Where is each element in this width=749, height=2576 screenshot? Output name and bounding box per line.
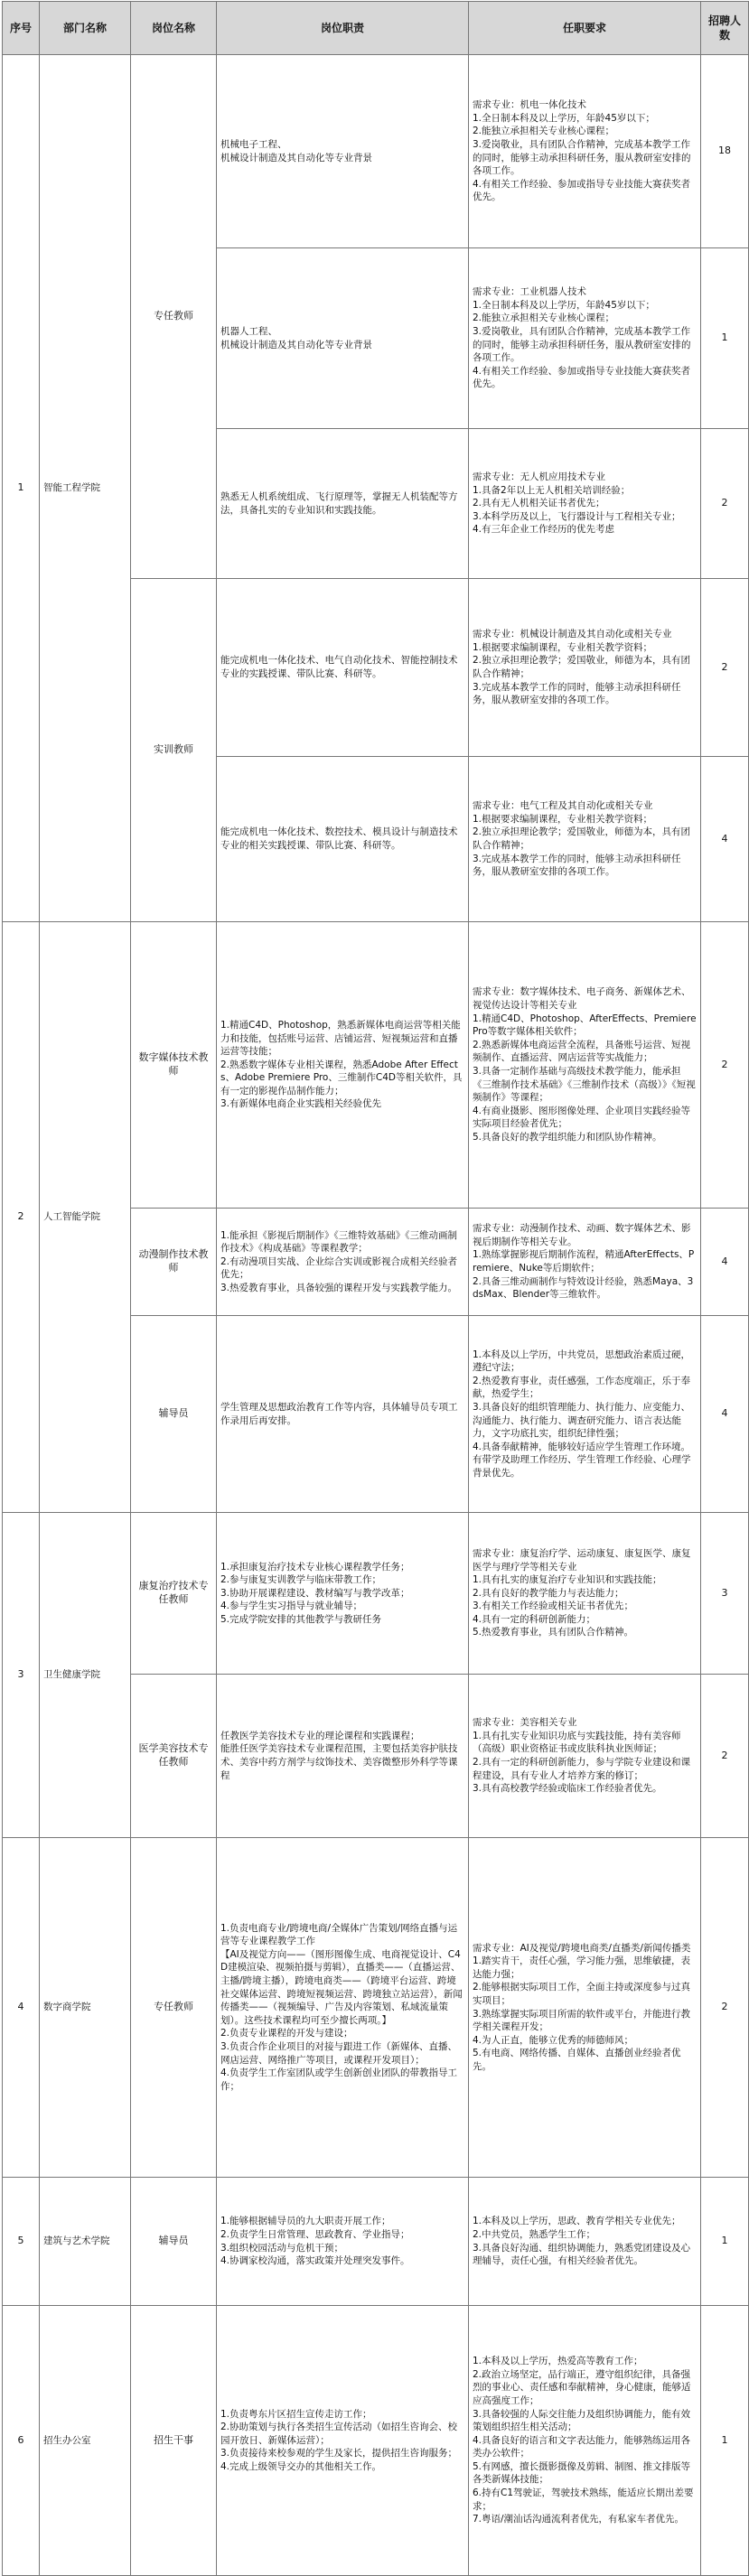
dept-seq: 3 [3, 1513, 40, 1838]
headcount-cell: 4 [701, 1209, 749, 1316]
header-dept: 部门名称 [40, 2, 131, 55]
req-cell: 需求专业：数字媒体技术、电子商务、新媒体艺术、视觉传达设计等相关专业 1.精通C4D、Photoshop、AfterEffects、PremierePro等数字媒体相关软件； 2.熟悉新媒体电商运营全流程，具备账号运营、短视频制作、直播运营、网店运营等实战能力； 3.具备一定制作基础与高级技术教学能力，能承担《三维制作技术基础》《三维制作技术（高级）》《短视频制作》等课程； 4.有商业摄影、图形图像处理、企业项目实践经验等实际项目经验者优先； 5.具备良好的教学组织能力和团队协作精神。 [469, 922, 701, 1209]
dept-seq: 1 [3, 55, 40, 922]
req-cell: 需求专业：动漫制作技术、动画、数字媒体艺术、影视后期制作等相关专业。 1.熟练掌握影视后期制作流程，精通AfterEffects、Premiere、Nuke等后期软件； 2.具备三维动画制作与特效设计经验，熟悉Maya、3dsMax、Blender等三维软件。 [469, 1209, 701, 1316]
table-row [3, 1513, 749, 1675]
req-cell: 1.本科及以上学历，思政、教育学相关专业优先； 2.中共党员，熟悉学生工作； 3.具备良好沟通、组织协调能力，熟悉党团建设及心理辅导，责任心强，有相关经验者优先。 [469, 2178, 701, 2306]
header-req: 任职要求 [469, 2, 701, 55]
req-cell: 需求专业：电气工程及其自动化或相关专业 1.根据要求编制课程，专业相关教学资料； 2.独立承担理论教学；爱国敬业，师德为本，具有团队合作精神； 3.完成基本教学工作的同时，能够主动承担科研任务，服从教研室安排的各项工作。 [469, 757, 701, 922]
headcount-cell: 4 [701, 1316, 749, 1513]
req-cell: 需求专业：机电一体化技术 1.全日制本科及以上学历，年龄45岁以下； 2.能独立承担相关专业核心课程； 3.爱岗敬业，具有团队合作精神，完成基本教学工作的同时，能够主动承担科研任务，服从教研室安排的各项工作。 4.有相关工作经验、参加或指导专业技能大赛获奖者优先。 [469, 55, 701, 248]
req-cell: 1.本科及以上学历，中共党员，思想政治素质过硬，遵纪守法； 2.热爱教育事业，责任感强，工作态度端正，乐于奉献，热爱学生； 3.具备良好的组织管理能力、执行能力、应变能力、沟通能力、执行能力、调查研究能力、语言表达能力，文字功底扎实，组织纪律性强； 4.具备奉献精神，能够较好适应学生管理工作环境。有带学及助理工作经历、学生管理工作经验、心理学背景优先。 [469, 1316, 701, 1513]
dept-seq: 6 [3, 2306, 40, 2576]
headcount-cell: 2 [701, 922, 749, 1209]
table-row [3, 922, 749, 1209]
req-cell: 需求专业：无人机应用技术专业 1.具备2年以上无人机相关培训经验； 2.具有无人机相关证书者优先； 3.本科学历及以上，飞行器设计与工程相关专业； 4.有三年企业工作经历的优先考虑 [469, 429, 701, 579]
headcount-cell: 4 [701, 757, 749, 922]
duty-cell: 能完成机电一体化技术、数控技术、模具设计与制造技术专业的相关实践授课、带队比赛、科研等。 [217, 757, 469, 922]
headcount-cell: 2 [701, 1838, 749, 2178]
req-cell: 需求专业：美容相关专业 1.具有扎实专业知识功底与实践技能，持有美容师（高级）职业资格证书或皮肤科执业医师证； 2.具有一定的科研创新能力，参与学院专业建设和课程建设，具有专业人才培养方案的修订； 3.具有高校教学经验或临床工作经验者优先。 [469, 1675, 701, 1838]
dept-name: 数字商学院 [40, 1838, 131, 2178]
post-name: 动漫制作技术教师 [131, 1209, 217, 1316]
headcount-cell: 18 [701, 55, 749, 248]
post-name: 实训教师 [131, 579, 217, 922]
req-cell: 需求专业：康复治疗学、运动康复、康复医学、康复医学与理疗学等相关专业 1.具有扎实的康复治疗专业知识和实践技能； 2.具有良好的教学能力与表达能力； 3.有相关工作经验或相关证书者优先； 4.具有一定的科研创新能力； 5.热爱教育事业，具有团队合作精神。 [469, 1513, 701, 1675]
header-row [3, 2, 749, 55]
header-seq: 序号 [3, 2, 40, 55]
duty-cell: 1.负责粤东片区招生宣传走访工作； 2.协助策划与执行各类招生宣传活动（如招生咨询会、校园开放日、新媒体运营）； 3.负责接待来校参观的学生及家长，提供招生咨询服务； 4.完成上级领导交办的其他相关工作。 [217, 2306, 469, 2576]
headcount-cell: 2 [701, 1675, 749, 1838]
table-row [3, 2178, 749, 2306]
dept-name: 卫生健康学院 [40, 1513, 131, 1838]
duty-cell: 熟悉无人机系统组成、飞行原理等，掌握无人机装配等方法，具备扎实的专业知识和实践技能。 [217, 429, 469, 579]
duty-cell: 机器人工程、 机械设计制造及其自动化等专业背景 [217, 248, 469, 429]
dept-seq: 4 [3, 1838, 40, 2178]
post-name: 医学美容技术专任教师 [131, 1675, 217, 1838]
post-name: 专任教师 [131, 55, 217, 579]
dept-name: 招生办公室 [40, 2306, 131, 2576]
req-cell: 需求专业：机械设计制造及其自动化或相关专业 1.根据要求编制课程，专业相关教学资料； 2.独立承担理论教学；爱国敬业，师德为本，具有团队合作精神； 3.完成基本教学工作的同时，能够主动承担科研任务，服从教研室安排的各项工作。 [469, 579, 701, 757]
post-name: 辅导员 [131, 1316, 217, 1513]
duty-cell: 1.负责电商专业/跨境电商/全媒体广告策划/网络直播与运营等专业课程教学工作 【AI及视觉方向——（图形图像生成、电商视觉设计、C4D建模渲染、视频拍摄与剪辑），直播类——（直播运营、主播/跨境主播），跨境电商类——（跨境平台运营、跨境社交媒体运营、跨境短视频运营、跨境独立站运营），新闻传播类——（视频编导、广告及内容策划、私域流量策划）。这些技术课程均可至少擅长两项。】 2.负责专业课程的开发与建设； 3.负责合作企业项目的对接与跟进工作（新媒体、直播、网店运营、网络推广等项目，或课程开发项目）； 4.负责学生工作室团队或学生创新创业团队的带教指导工作； [217, 1838, 469, 2178]
post-name: 招生干事 [131, 2306, 217, 2576]
headcount-cell: 1 [701, 2306, 749, 2576]
headcount-cell: 2 [701, 579, 749, 757]
req-cell: 需求专业：工业机器人技术 1.全日制本科及以上学历，年龄45岁以下； 2.能独立承担相关专业核心课程； 3.爱岗敬业，具有团队合作精神，完成基本教学工作的同时，能够主动承担科研任务，服从教研室安排的各项工作。 4.有相关工作经验、参加或指导专业技能大赛获奖者优先。 [469, 248, 701, 429]
duty-cell: 机械电子工程、 机械设计制造及其自动化等专业背景 [217, 55, 469, 248]
table-row [3, 55, 749, 248]
post-name: 辅导员 [131, 2178, 217, 2306]
post-name: 数字媒体技术教师 [131, 922, 217, 1209]
headcount-cell: 2 [701, 429, 749, 579]
req-cell: 1.本科及以上学历，热爱高等教育工作； 2.政治立场坚定，品行端正，遵守组织纪律，具备强烈的事业心、责任感和奉献精神，身心健康，能够适应高强度工作； 3.具备较强的人际交往能力及组织协调能力，能有效策划组织招生相关活动； 4.具备良好的语言和文字表达能力，能够熟练运用各类办公软件； 5.有网感，擅长摄影摄像及剪辑、制图、推文排版等各类新媒体技能； 6.持有C1驾驶证，驾驶技术熟练，能适应长期出差要求； 7.粤语/潮汕话沟通流利者优先，有私家车者优先。 [469, 2306, 701, 2576]
duty-cell: 学生管理及思想政治教育工作等内容，具体辅导员专项工作录用后再安排。 [217, 1316, 469, 1513]
dept-name: 建筑与艺术学院 [40, 2178, 131, 2306]
header-num: 招聘人数 [701, 2, 749, 55]
table-row [3, 2306, 749, 2576]
headcount-cell: 1 [701, 2178, 749, 2306]
headcount-cell: 1 [701, 248, 749, 429]
dept-seq: 5 [3, 2178, 40, 2306]
duty-cell: 1.承担康复治疗技术专业核心课程教学任务； 2.参与康复实训教学与临床带教工作； 3.协助开展课程建设、教材编写与教学改革； 4.参与学生实习指导与就业辅导； 5.完成学院安排的其他教学与教研任务 [217, 1513, 469, 1675]
dept-name: 智能工程学院 [40, 55, 131, 922]
duty-cell: 1.能承担《影视后期制作》《三维特效基础》《三维动画制作技术》《构成基础》等课程教学； 2.有动漫项目实战、企业综合实训或影视合成相关经验者优先； 3.热爱教育事业，具备较强的课程开发与实践教学能力。 [217, 1209, 469, 1316]
dept-name: 人工智能学院 [40, 922, 131, 1513]
duty-cell: 1.能够根据辅导员的九大职责开展工作； 2.负责学生日常管理、思政教育、学业指导； 3.组织校园活动与危机干预； 4.协调家校沟通，落实政策并处理突发事件。 [217, 2178, 469, 2306]
duty-cell: 1.精通C4D、Photoshop，熟悉新媒体电商运营等相关能力和技能，包括账号运营、店铺运营、短视频运营和直播运营等技能； 2.熟悉数字媒体专业相关课程，熟悉Adobe After Effects、Adobe Premiere Pro、三维制作C4D等相关软件，具有一定的影视作品制作能力； 3.有新媒体电商企业实践相关经验优先 [217, 922, 469, 1209]
dept-seq: 2 [3, 922, 40, 1513]
table-row [3, 1838, 749, 2178]
header-post: 岗位名称 [131, 2, 217, 55]
req-cell: 需求专业：AI及视觉/跨境电商类/直播类/新闻传播类 1.踏实肯干，责任心强，学习能力强，思维敏捷，表达能力强； 2.能够根据实际项目工作，全面主持或深度参与过真实项目； 3.熟练掌握实际项目所需的软件或平台，并能进行教学相关课程开发； 4.为人正直，能够立优秀的师德师风； 5.有电商、网络传播、自媒体、直播创业经验者优先。 [469, 1838, 701, 2178]
post-name: 专任教师 [131, 1838, 217, 2178]
recruitment-table [2, 1, 749, 2576]
headcount-cell: 3 [701, 1513, 749, 1675]
header-duty: 岗位职责 [217, 2, 469, 55]
duty-cell: 能完成机电一体化技术、电气自动化技术、智能控制技术专业的实践授课、带队比赛、科研等。 [217, 579, 469, 757]
duty-cell: 任教医学美容技术专业的理论课程和实践课程； 能胜任医学美容技术专业课程范围，主要包括美容护肤技术、美容中药方剂学与纹饰技术、美容微整形外科学等课程 [217, 1675, 469, 1838]
post-name: 康复治疗技术专任教师 [131, 1513, 217, 1675]
